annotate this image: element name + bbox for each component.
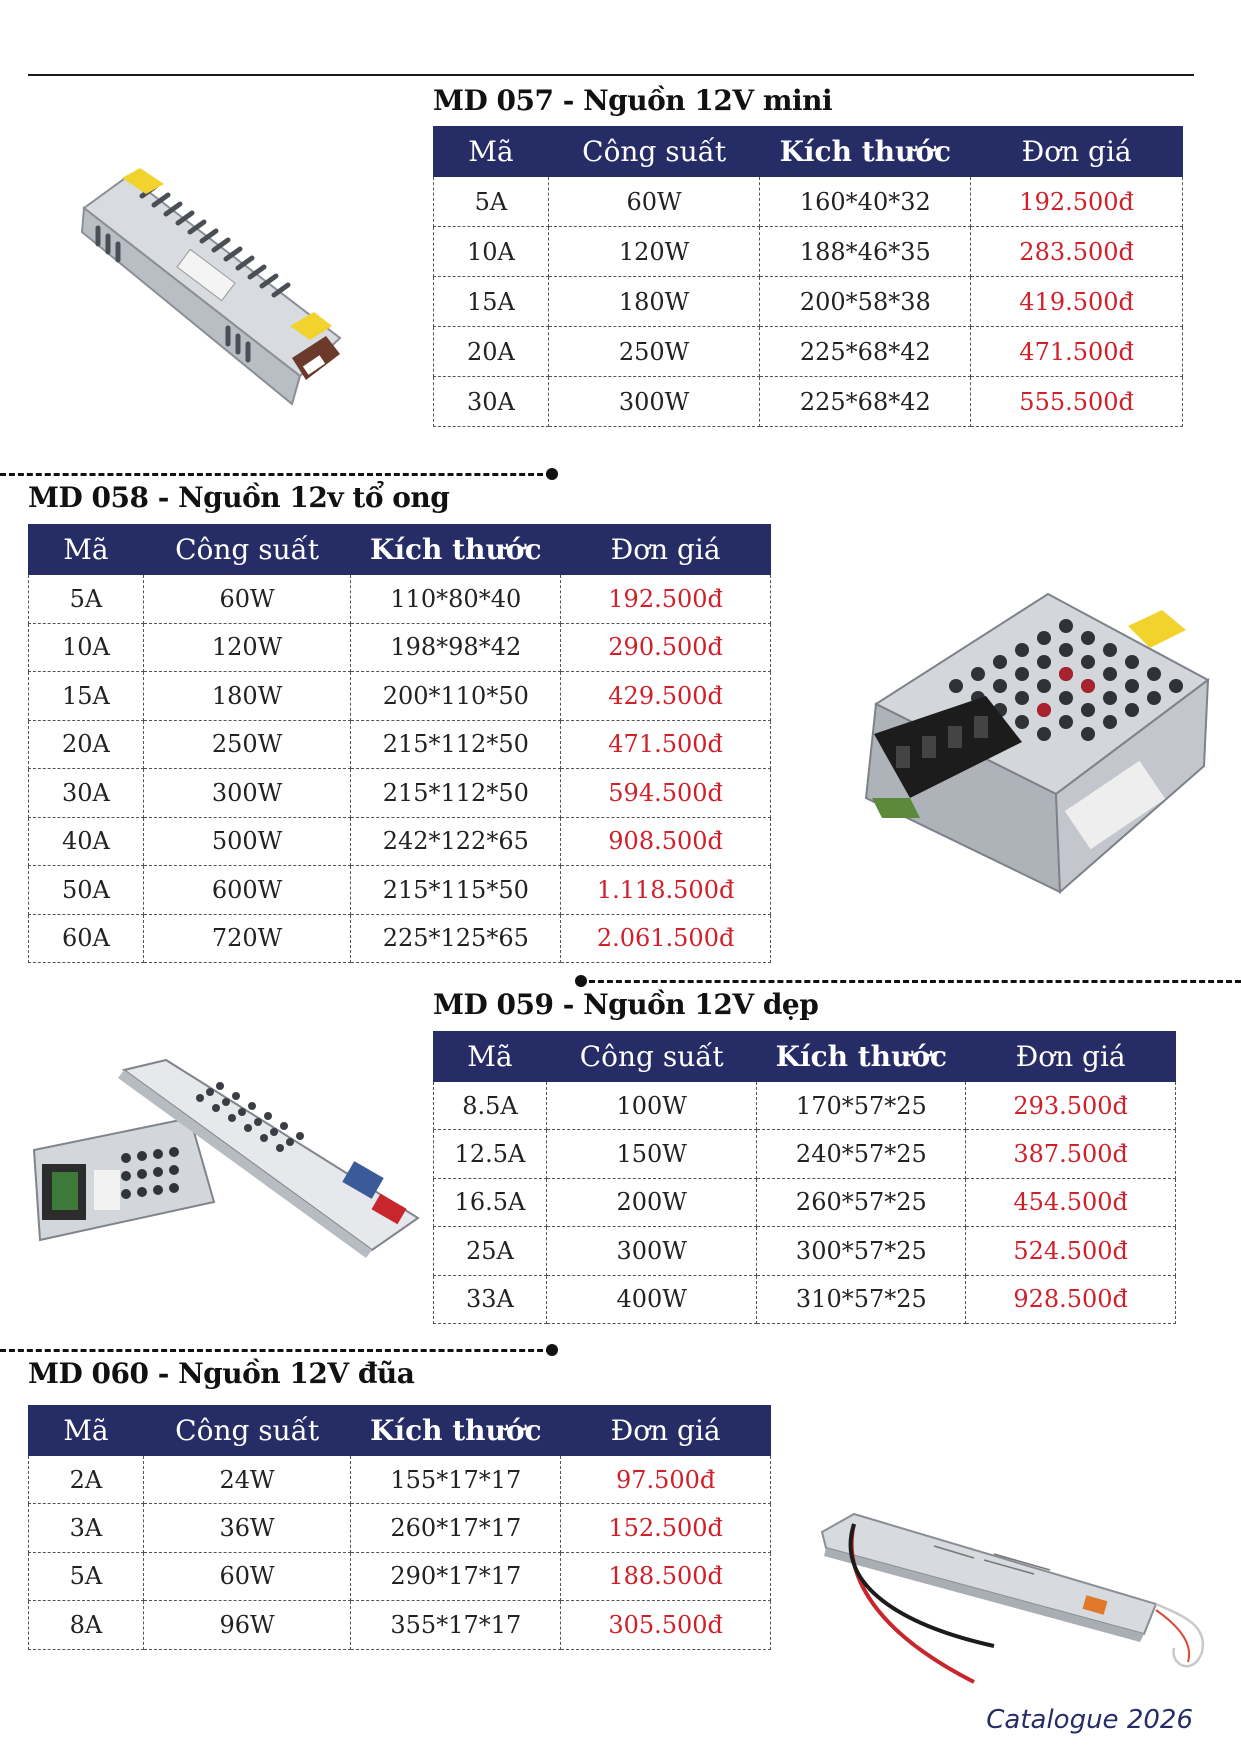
cell-cong-suat: 600W [143,866,351,915]
header-ma: Mã [434,1032,547,1082]
cell-cong-suat: 300W [546,1227,757,1275]
cell-ma: 25A [434,1227,547,1275]
cell-cong-suat: 250W [143,720,351,769]
cell-don-gia: 97.500đ [561,1456,771,1504]
cell-ma: 20A [29,720,144,769]
cell-kich-thuoc: 242*122*65 [351,817,561,866]
cell-don-gia: 928.500đ [966,1275,1176,1323]
footer-catalogue-label: Catalogue 2026 [986,1705,1193,1735]
table-row [29,817,771,866]
table-row [434,1082,1176,1130]
cell-ma: 12.5A [434,1130,547,1178]
cell-ma: 3A [29,1504,144,1552]
price-table-md060 [28,1405,771,1650]
cell-kich-thuoc: 200*110*50 [351,672,561,721]
header-kich-thuoc: Kích thước [351,1406,561,1456]
cell-don-gia: 524.500đ [966,1227,1176,1275]
cell-kich-thuoc: 110*80*40 [351,575,561,624]
cell-cong-suat: 300W [548,377,760,427]
cell-don-gia: 192.500đ [561,575,771,624]
table-row [434,227,1183,277]
cell-cong-suat: 60W [143,575,351,624]
table-row [434,377,1183,427]
table-row [434,1275,1176,1323]
cell-kich-thuoc: 225*68*42 [760,327,971,377]
table-row [29,866,771,915]
table-header-row [29,525,771,575]
header-kich-thuoc: Kích thước [351,525,561,575]
cell-kich-thuoc: 260*17*17 [351,1504,561,1552]
cell-ma: 8A [29,1601,144,1649]
table-row [29,769,771,818]
header-don-gia: Đơn giá [561,525,771,575]
cell-kich-thuoc: 355*17*17 [351,1601,561,1649]
table-row [434,1227,1176,1275]
table-header-row [434,127,1183,177]
cell-don-gia: 594.500đ [561,769,771,818]
cell-ma: 8.5A [434,1082,547,1130]
cell-ma: 5A [29,575,144,624]
section-title-md060: MD 060 - Nguồn 12V đũa [28,1357,415,1390]
header-cong-suat: Công suất [143,1406,351,1456]
header-don-gia: Đơn giá [966,1032,1176,1082]
cell-don-gia: 293.500đ [966,1082,1176,1130]
cell-ma: 5A [29,1552,144,1600]
cell-cong-suat: 720W [143,914,351,963]
cell-cong-suat: 180W [548,277,760,327]
cell-don-gia: 471.500đ [561,720,771,769]
header-ma: Mã [29,1406,144,1456]
cell-ma: 40A [29,817,144,866]
cell-kich-thuoc: 225*68*42 [760,377,971,427]
cell-ma: 30A [29,769,144,818]
cell-kich-thuoc: 155*17*17 [351,1456,561,1504]
cell-cong-suat: 120W [548,227,760,277]
table-row [434,1178,1176,1226]
header-kich-thuoc: Kích thước [760,127,971,177]
cell-don-gia: 555.500đ [971,377,1183,427]
divider-dot [546,1344,558,1356]
cell-kich-thuoc: 215*112*50 [351,769,561,818]
cell-ma: 10A [434,227,549,277]
table-header-row [29,1406,771,1456]
table-row [29,1552,771,1600]
table-row [29,672,771,721]
honeycomb-power-supply-image [836,586,1216,906]
table-row [434,277,1183,327]
cell-kich-thuoc: 215*112*50 [351,720,561,769]
cell-don-gia: 188.500đ [561,1552,771,1600]
header-cong-suat: Công suất [546,1032,757,1082]
cell-don-gia: 387.500đ [966,1130,1176,1178]
cell-don-gia: 283.500đ [971,227,1183,277]
cell-cong-suat: 24W [143,1456,351,1504]
table-row [29,914,771,963]
cell-kich-thuoc: 225*125*65 [351,914,561,963]
cell-ma: 60A [29,914,144,963]
cell-don-gia: 908.500đ [561,817,771,866]
cell-kich-thuoc: 310*57*25 [757,1275,966,1323]
cell-cong-suat: 96W [143,1601,351,1649]
cell-kich-thuoc: 198*98*42 [351,623,561,672]
cell-don-gia: 419.500đ [971,277,1183,327]
cell-don-gia: 471.500đ [971,327,1183,377]
cell-ma: 33A [434,1275,547,1323]
section-title-md058: MD 058 - Nguồn 12v tổ ong [28,481,450,514]
header-kich-thuoc: Kích thước [757,1032,966,1082]
cell-don-gia: 454.500đ [966,1178,1176,1226]
cell-kich-thuoc: 300*57*25 [757,1227,966,1275]
header-ma: Mã [29,525,144,575]
cell-cong-suat: 400W [546,1275,757,1323]
top-rule [28,74,1194,76]
cell-ma: 16.5A [434,1178,547,1226]
cell-don-gia: 2.061.500đ [561,914,771,963]
cell-cong-suat: 200W [546,1178,757,1226]
divider-dot [546,468,558,480]
cell-kich-thuoc: 200*58*38 [760,277,971,327]
price-table-md058 [28,524,771,963]
price-table-md059 [433,1031,1176,1324]
table-row [434,1130,1176,1178]
table-row [29,1601,771,1649]
cell-ma: 5A [434,177,549,227]
table-row [29,1504,771,1552]
cell-cong-suat: 180W [143,672,351,721]
header-don-gia: Đơn giá [561,1406,771,1456]
stick-power-supply-image [814,1506,1214,1692]
header-don-gia: Đơn giá [971,127,1183,177]
cell-ma: 2A [29,1456,144,1504]
cell-kich-thuoc: 290*17*17 [351,1552,561,1600]
section-divider [580,980,1241,983]
cell-ma: 30A [434,377,549,427]
section-divider [0,1349,552,1352]
table-row [29,623,771,672]
cell-don-gia: 1.118.500đ [561,866,771,915]
cell-ma: 20A [434,327,549,377]
table-row [434,177,1183,227]
slim-power-supply-image [30,1052,422,1262]
table-header-row [434,1032,1176,1082]
cell-don-gia: 429.500đ [561,672,771,721]
header-ma: Mã [434,127,549,177]
cell-cong-suat: 150W [546,1130,757,1178]
section-divider [0,473,552,476]
table-row [29,575,771,624]
cell-cong-suat: 100W [546,1082,757,1130]
cell-kich-thuoc: 215*115*50 [351,866,561,915]
cell-cong-suat: 300W [143,769,351,818]
table-row [29,1456,771,1504]
price-table-md057 [433,126,1183,427]
cell-don-gia: 192.500đ [971,177,1183,227]
cell-kich-thuoc: 160*40*32 [760,177,971,227]
section-title-md059: MD 059 - Nguồn 12V dẹp [433,988,819,1021]
cell-don-gia: 152.500đ [561,1504,771,1552]
cell-kich-thuoc: 170*57*25 [757,1082,966,1130]
cell-ma: 15A [29,672,144,721]
cell-kich-thuoc: 188*46*35 [760,227,971,277]
cell-ma: 50A [29,866,144,915]
cell-cong-suat: 500W [143,817,351,866]
cell-cong-suat: 250W [548,327,760,377]
header-cong-suat: Công suất [548,127,760,177]
cell-cong-suat: 60W [548,177,760,227]
mini-power-supply-image [78,168,348,408]
cell-kich-thuoc: 240*57*25 [757,1130,966,1178]
table-row [434,327,1183,377]
table-row [29,720,771,769]
cell-kich-thuoc: 260*57*25 [757,1178,966,1226]
cell-cong-suat: 60W [143,1552,351,1600]
header-cong-suat: Công suất [143,525,351,575]
cell-ma: 10A [29,623,144,672]
cell-cong-suat: 36W [143,1504,351,1552]
cell-cong-suat: 120W [143,623,351,672]
cell-don-gia: 290.500đ [561,623,771,672]
cell-don-gia: 305.500đ [561,1601,771,1649]
section-title-md057: MD 057 - Nguồn 12V mini [433,84,833,117]
cell-ma: 15A [434,277,549,327]
